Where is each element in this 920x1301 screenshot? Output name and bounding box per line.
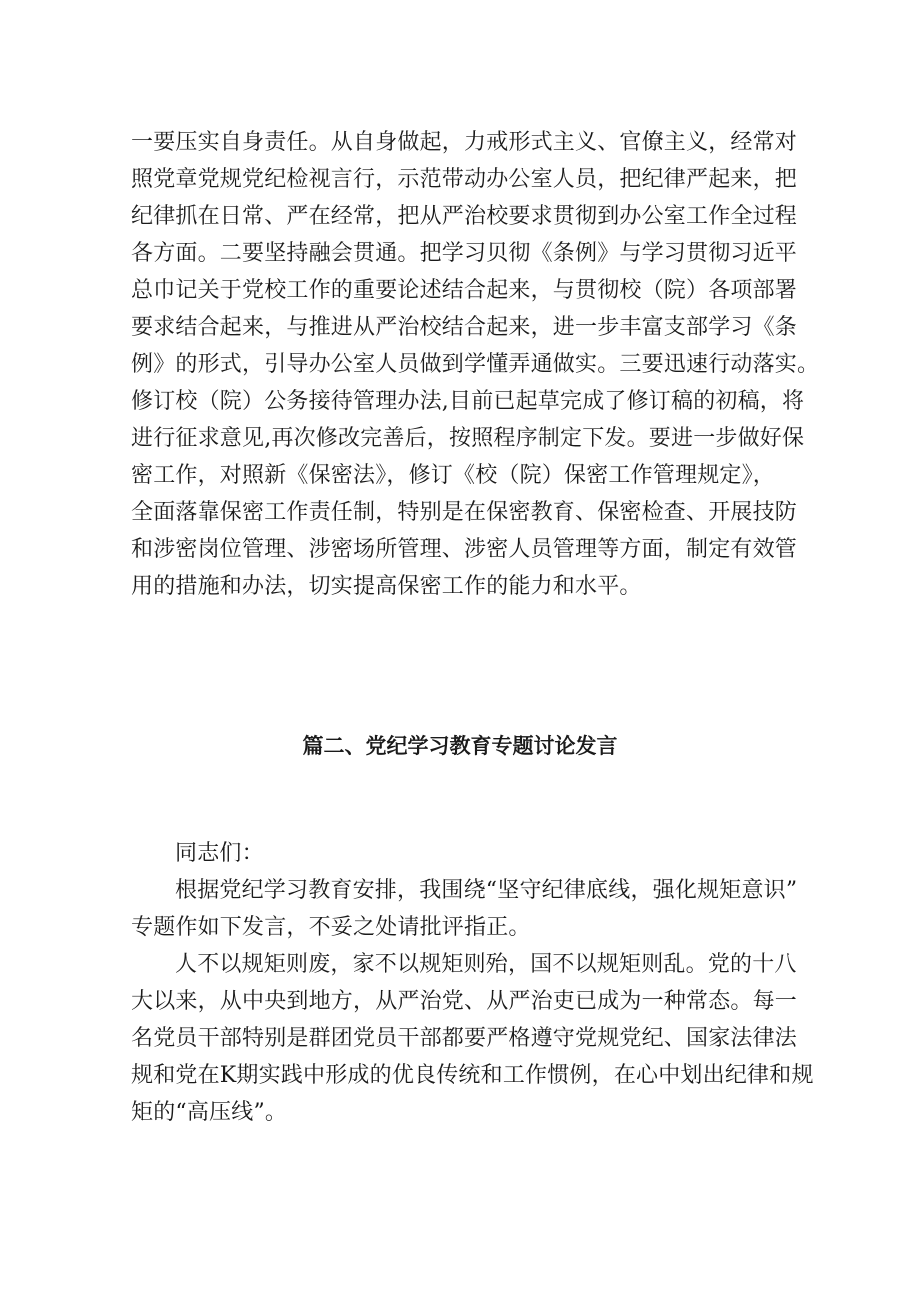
body-line: 修订校（院）公务接待管理办法,目前已起草完成了修订稿的初稿，将 — [131, 389, 805, 414]
body-line: 和涉密岗位管理、涉密场所管理、涉密人员管理等方面，制定有效管 — [131, 537, 798, 562]
paragraph-2-line: 名党员干部特别是群团党员干部都要严格遵守党规党纪、国家法律法 — [131, 1026, 798, 1051]
section-2-title: 篇二、党纪学习教育专题讨论发言 — [302, 734, 618, 758]
paragraph-2-line: 人不以规矩则废，家不以规矩则殆，国不以规矩则乱。党的十八 — [175, 952, 797, 977]
body-line: 密工作，对照新《保密法》，修订《校（院）保密工作管理规定》， — [131, 463, 776, 488]
body-line: 各方面。二要坚持融会贯通。把学习贝彻《条例》与学习贯彻习近平 — [131, 241, 798, 266]
body-line: 照党章党规党纪检视言行，示范带动办公室人员，把纪律严起来，把 — [131, 167, 798, 192]
paragraph-1-line: 根据党纪学习教育安排，我围绕“坚守纪律底线，强化规矩意识” — [175, 878, 798, 903]
paragraph-1-line: 专题作如下发言，不妥之处请批评指正。 — [131, 915, 531, 940]
body-line: 要求结合起来，与推进从严治校结合起来，进一步丰富支部学习《条 — [131, 315, 798, 340]
body-line: 一要压实自身责任。从自身做起，力戒形式主义、官僚主义，经常对 — [131, 130, 798, 155]
paragraph-2-line: 矩的“高压线”。 — [131, 1100, 288, 1125]
salutation: 同志们： — [175, 841, 264, 866]
body-line: 纪律抓在日常、严在经常，把从严治校要求贯彻到办公室工作全过程 — [131, 204, 798, 229]
body-line: 进行征求意见,再次修改完善后，按照程序制定下发。要进一步做好保 — [131, 426, 805, 451]
body-line: 例》的形式，引导办公室人员做到学懂弄通做实。三要迅速行动落实。 — [131, 352, 820, 377]
paragraph-2-line: 规和党在K期实践中形成的优良传统和工作惯例，在心中划出纪律和规 — [131, 1063, 814, 1088]
body-line: 总巾记关于党校工作的重要论述结合起来，与贯彻校（院）各项部署 — [131, 278, 798, 303]
body-line: 用的措施和办法，切实提高保密工作的能力和水平。 — [131, 574, 642, 599]
paragraph-2-line: 大以来，从中央到地方，从严治党、从严治吏已成为一种常态。每一 — [131, 989, 798, 1014]
body-line: 全面落靠保密工作责任制，特别是在保密教育、保密检查、开展技防 — [131, 500, 798, 525]
